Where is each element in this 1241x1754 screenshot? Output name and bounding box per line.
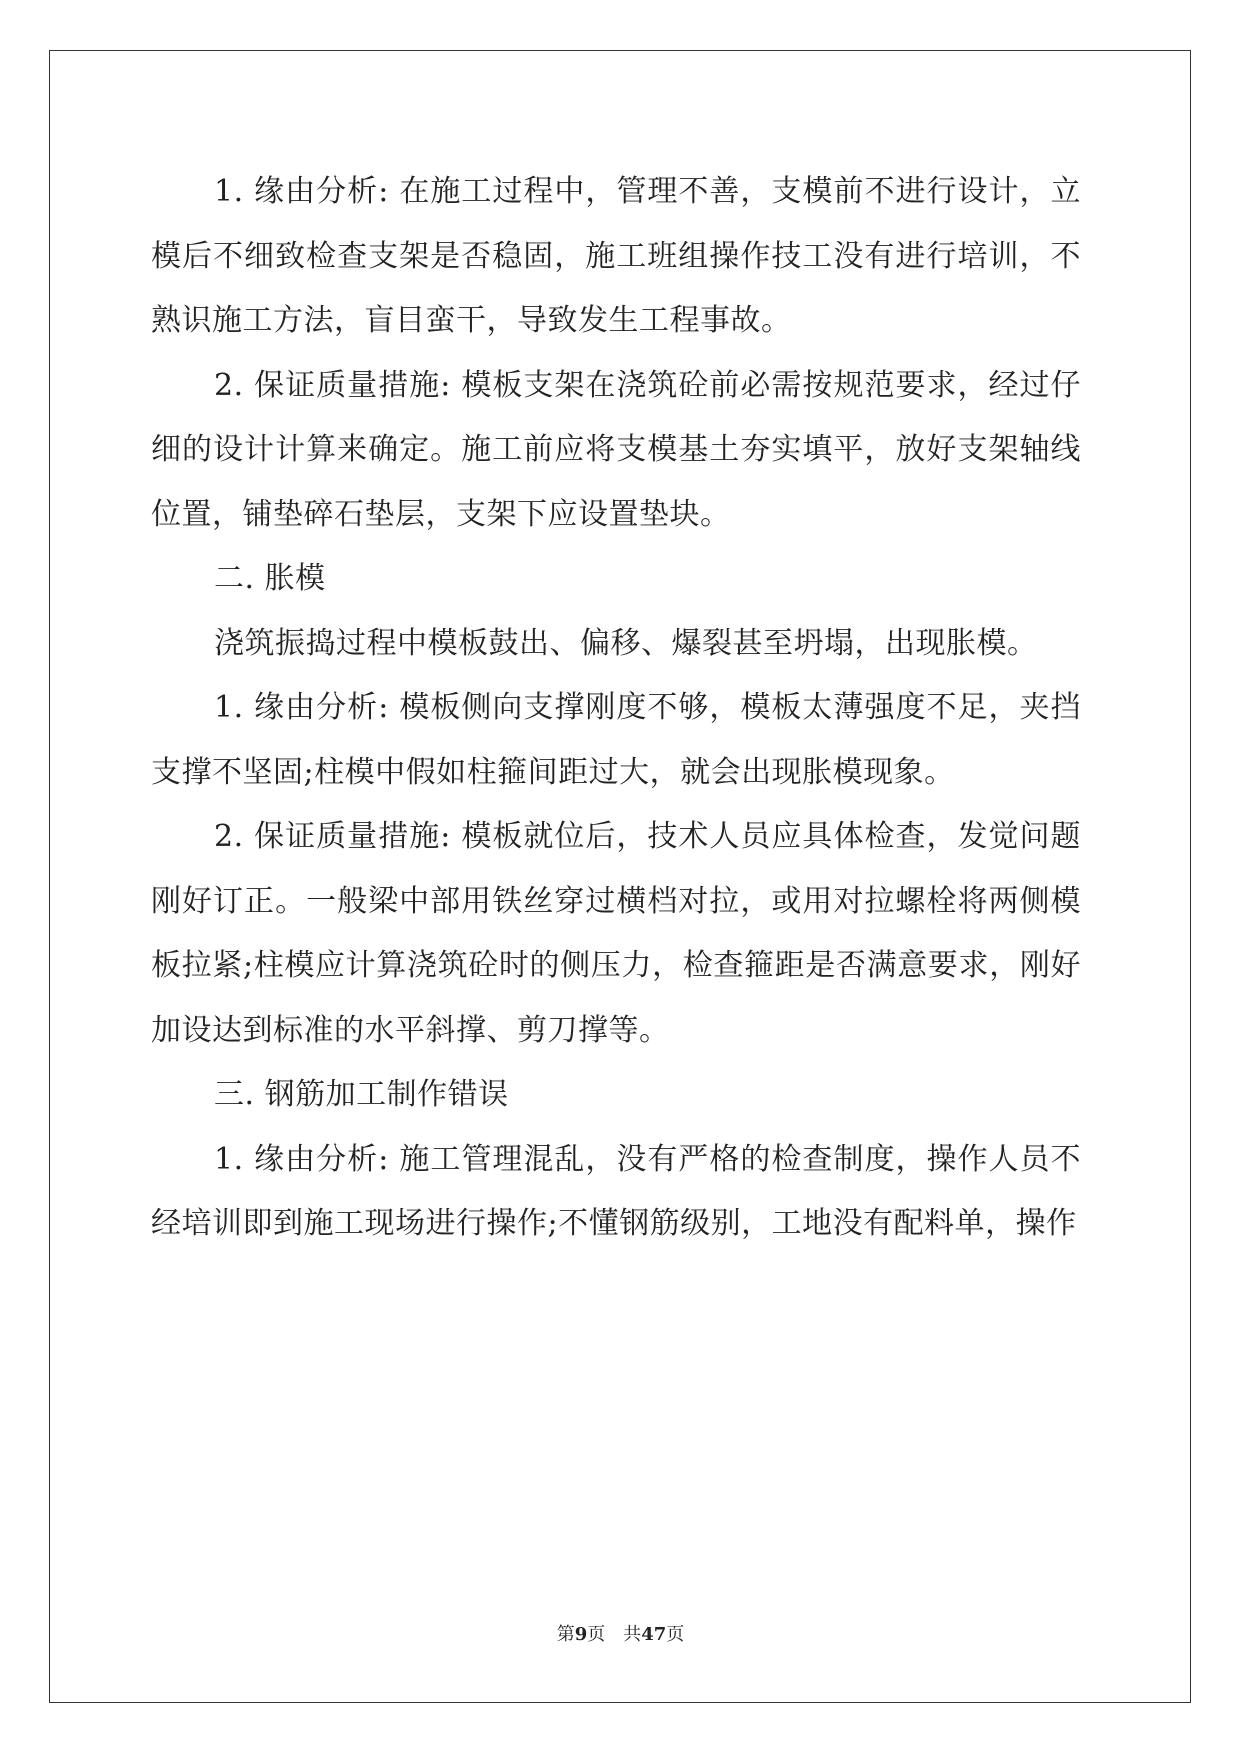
paragraph-description-2: 浇筑振捣过程中模板鼓出、偏移、爆裂甚至坍塌，出现胀模。 <box>214 625 1038 661</box>
paragraph-cause-analysis-1: 1. 缘由分析: 在施工过程中，管理不善，支模前不进行设计，立模后不细致检查支架是否稳固，施工班组操作技工没有进行培训，不熟识施工方法，盲目蛮干，导致发生工程事故。 <box>151 174 1081 338</box>
paragraph-quality-measures-2: 2. 保证质量措施: 模板就位后，技术人员应具体检查，发觉问题刚好订正。一般梁中部用铁丝穿过横档对拉，或用对拉螺栓将两侧模板拉紧;柱模应计算浇筑砼时的侧压力，检查箍距是否满意要求，刚好加设达到标准的水平斜撑、剪刀撑等。 <box>151 819 1081 1048</box>
footer-page-suffix: 页 <box>587 1624 606 1645</box>
section-heading-3: 三. 钢筋加工制作错误 <box>214 1077 509 1112</box>
footer-page-prefix: 第 <box>556 1624 575 1645</box>
document-body <box>151 160 1081 1257</box>
paragraph-cause-analysis-3: 1. 缘由分析: 施工管理混乱，没有严格的检查制度，操作人员不经培训即到施工现场进行操作;不懂钢筋级别，工地没有配料单，操作 <box>151 1141 1081 1241</box>
page-footer <box>0 1620 1241 1646</box>
footer-total-prefix: 共 <box>623 1624 642 1645</box>
footer-page-number: 9 <box>574 1624 588 1645</box>
section-heading-2: 二. 胀模 <box>214 561 326 596</box>
footer-total-pages: 47 <box>641 1624 667 1645</box>
paragraph-quality-measures-1: 2. 保证质量措施: 模板支架在浇筑砼前必需按规范要求，经过仔细的设计计算来确定。施工前应将支模基土夯实填平，放好支架轴线位置，铺垫碎石垫层，支架下应设置垫块。 <box>151 367 1081 532</box>
footer-total-suffix: 页 <box>666 1624 685 1645</box>
paragraph-cause-analysis-2: 1. 缘由分析: 模板侧向支撑刚度不够，模板太薄强度不足，夹挡支撑不坚固;柱模中假如柱箍间距过大，就会出现胀模现象。 <box>151 690 1081 790</box>
